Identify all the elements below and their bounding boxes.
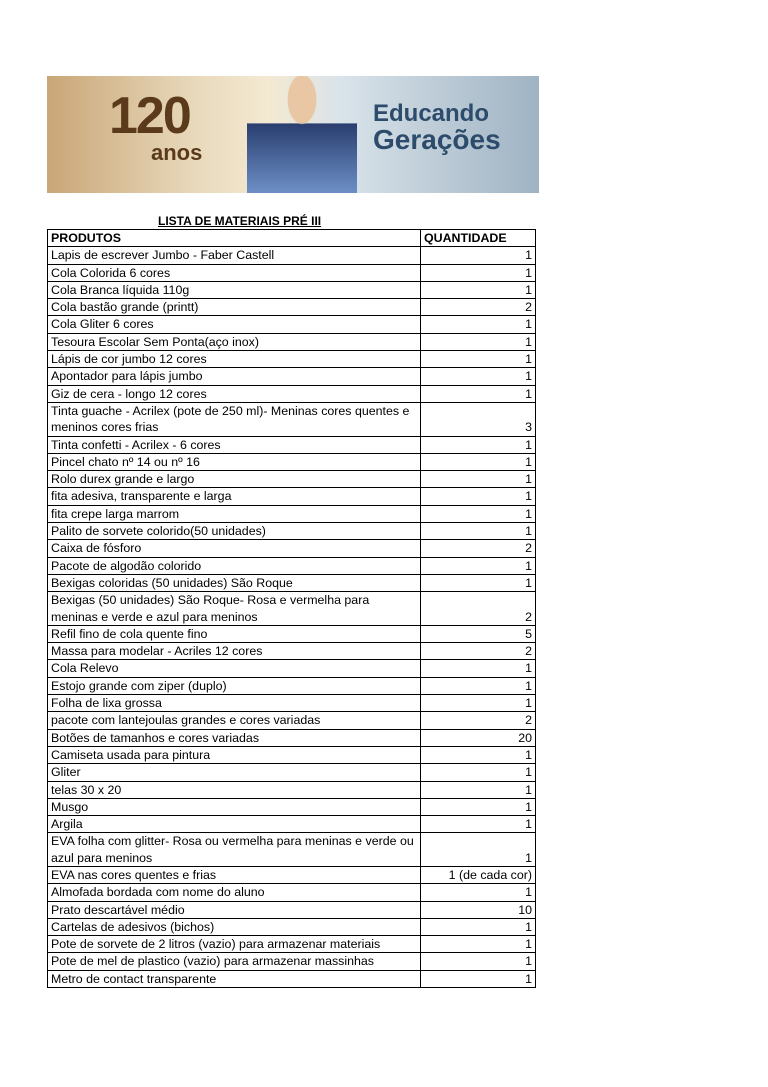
table-row <box>48 264 536 281</box>
product-name: Lápis de cor jumbo 12 cores <box>48 351 421 368</box>
table-row <box>48 281 536 298</box>
table-header <box>48 230 536 247</box>
product-quantity: 2 <box>421 299 536 316</box>
product-quantity: 1 <box>421 953 536 970</box>
product-name: Apontador para lápis jumbo <box>48 368 421 385</box>
product-quantity: 1 <box>421 351 536 368</box>
table-row <box>48 816 536 833</box>
product-quantity: 1 <box>421 505 536 522</box>
table-row <box>48 746 536 763</box>
table-row <box>48 557 536 574</box>
product-quantity: 1 <box>421 884 536 901</box>
product-name: Pote de mel de plastico (vazio) para armazenar massinhas <box>48 953 421 970</box>
student-photo <box>247 76 357 193</box>
table-row <box>48 247 536 264</box>
product-quantity: 1 <box>421 781 536 798</box>
product-name: Botões de tamanhos e cores variadas <box>48 729 421 746</box>
table-row <box>48 333 536 350</box>
product-quantity: 3 <box>421 402 536 436</box>
table-row <box>48 764 536 781</box>
product-quantity: 1 <box>421 488 536 505</box>
table-row <box>48 574 536 591</box>
product-quantity: 1 <box>421 695 536 712</box>
product-quantity: 1 <box>421 436 536 453</box>
product-name: Refil fino de cola quente fino <box>48 625 421 642</box>
product-name: Rolo durex grande e largo <box>48 471 421 488</box>
product-quantity: 1 <box>421 574 536 591</box>
product-quantity: 1 <box>421 833 536 867</box>
product-name: Massa para modelar - Acriles 12 cores <box>48 643 421 660</box>
product-quantity: 1 <box>421 764 536 781</box>
product-name: Argila <box>48 816 421 833</box>
table-row <box>48 471 536 488</box>
table-row <box>48 643 536 660</box>
table-row <box>48 866 536 883</box>
product-name: fita adesiva, transparente e larga <box>48 488 421 505</box>
table-row <box>48 299 536 316</box>
table-row <box>48 695 536 712</box>
table-row <box>48 488 536 505</box>
product-quantity: 1 <box>421 453 536 470</box>
product-quantity: 10 <box>421 901 536 918</box>
product-quantity: 1 <box>421 970 536 987</box>
table-row <box>48 729 536 746</box>
table-row <box>48 833 536 867</box>
product-name: Cartelas de adesivos (bichos) <box>48 918 421 935</box>
table-row <box>48 505 536 522</box>
product-quantity: 1 <box>421 247 536 264</box>
table-row <box>48 436 536 453</box>
banner-slogan-2: Gerações <box>373 124 501 155</box>
product-name: Estojo grande com ziper (duplo) <box>48 677 421 694</box>
product-name: Tinta confetti - Acrilex - 6 cores <box>48 436 421 453</box>
product-quantity: 1 <box>421 677 536 694</box>
product-quantity: 1 <box>421 385 536 402</box>
table-row <box>48 316 536 333</box>
table-row <box>48 970 536 987</box>
table-row <box>48 523 536 540</box>
table-row <box>48 453 536 470</box>
product-quantity: 20 <box>421 729 536 746</box>
product-quantity: 1 <box>421 798 536 815</box>
product-name: Gliter <box>48 764 421 781</box>
table-row <box>48 901 536 918</box>
product-name: Cola Colorida 6 cores <box>48 264 421 281</box>
product-name: Prato descartável médio <box>48 901 421 918</box>
table-row <box>48 953 536 970</box>
product-name: Folha de lixa grossa <box>48 695 421 712</box>
banner-slogan-1: Educando <box>373 100 490 127</box>
product-quantity: 1 <box>421 264 536 281</box>
table-row <box>48 660 536 677</box>
product-quantity: 1 <box>421 316 536 333</box>
table-row <box>48 918 536 935</box>
product-quantity: 1 <box>421 281 536 298</box>
product-name: Lapis de escrever Jumbo - Faber Castell <box>48 247 421 264</box>
product-name: Musgo <box>48 798 421 815</box>
product-quantity: 2 <box>421 540 536 557</box>
product-quantity: 1 <box>421 333 536 350</box>
table-row <box>48 884 536 901</box>
product-name: Metro de contact transparente <box>48 970 421 987</box>
school-banner-image <box>47 76 539 193</box>
product-quantity: 2 <box>421 712 536 729</box>
banner-anos: anos <box>151 140 203 165</box>
table-row <box>48 781 536 798</box>
product-name: Almofada bordada com nome do aluno <box>48 884 421 901</box>
materials-table <box>47 229 536 988</box>
table-row <box>48 677 536 694</box>
product-name: Camiseta usada para pintura <box>48 746 421 763</box>
banner-number: 120 <box>109 87 190 145</box>
product-name: EVA nas cores quentes e frias <box>48 866 421 883</box>
table-row <box>48 798 536 815</box>
product-name: Cola Gliter 6 cores <box>48 316 421 333</box>
product-name: Cola bastão grande (printt) <box>48 299 421 316</box>
product-name: Bexigas coloridas (50 unidades) São Roque <box>48 574 421 591</box>
product-quantity: 1 <box>421 557 536 574</box>
product-name: Pote de sorvete de 2 litros (vazio) para armazenar materiais <box>48 936 421 953</box>
product-quantity: 1 <box>421 936 536 953</box>
product-quantity: 1 <box>421 918 536 935</box>
product-quantity: 2 <box>421 592 536 626</box>
product-name: Cola Relevo <box>48 660 421 677</box>
product-name: fita crepe larga marrom <box>48 505 421 522</box>
product-name: Pincel chato nº 14 ou nº 16 <box>48 453 421 470</box>
header-product: PRODUTOS <box>48 230 421 247</box>
table-row <box>48 385 536 402</box>
product-quantity: 1 <box>421 816 536 833</box>
product-quantity: 1 <box>421 746 536 763</box>
product-quantity: 1 <box>421 523 536 540</box>
product-name: Cola Branca líquida 110g <box>48 281 421 298</box>
table-row <box>48 368 536 385</box>
product-quantity: 5 <box>421 625 536 642</box>
product-quantity: 2 <box>421 643 536 660</box>
header-quantity: QUANTIDADE <box>421 230 536 247</box>
table-row <box>48 712 536 729</box>
page-title: LISTA DE MATERIAIS PRÉ III <box>158 214 322 228</box>
table-row <box>48 402 536 436</box>
table-row <box>48 936 536 953</box>
product-quantity: 1 (de cada cor) <box>421 866 536 883</box>
product-name: Giz de cera - longo 12 cores <box>48 385 421 402</box>
product-name: Tinta guache - Acrilex (pote de 250 ml)- Meninas cores quentes e meninos cores frias <box>48 402 421 436</box>
table-row <box>48 351 536 368</box>
product-name: telas 30 x 20 <box>48 781 421 798</box>
table-row <box>48 540 536 557</box>
table-row <box>48 625 536 642</box>
product-name: Caixa de fósforo <box>48 540 421 557</box>
product-name: EVA folha com glitter- Rosa ou vermelha para meninas e verde ou azul para meninos <box>48 833 421 867</box>
product-name: Tesoura Escolar Sem Ponta(aço inox) <box>48 333 421 350</box>
table-row <box>48 592 536 626</box>
product-name: Bexigas (50 unidades) São Roque- Rosa e vermelha para meninas e verde e azul para meninos <box>48 592 421 626</box>
product-quantity: 1 <box>421 368 536 385</box>
product-name: pacote com lantejoulas grandes e cores variadas <box>48 712 421 729</box>
product-name: Palito de sorvete colorido(50 unidades) <box>48 523 421 540</box>
product-name: Pacote de algodão colorido <box>48 557 421 574</box>
product-quantity: 1 <box>421 660 536 677</box>
product-quantity: 1 <box>421 471 536 488</box>
